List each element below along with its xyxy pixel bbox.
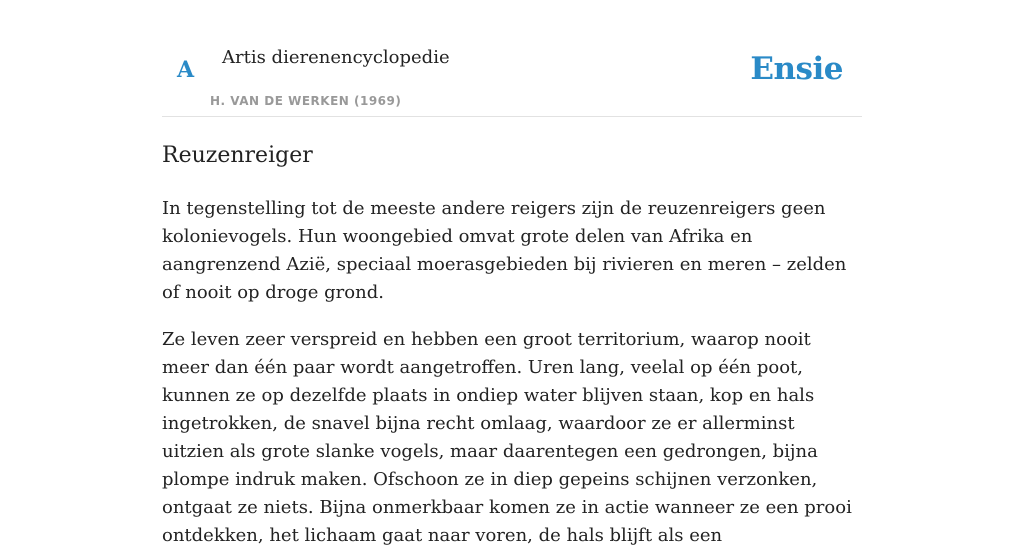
source-letter-icon: A [177, 57, 195, 83]
source-title-link[interactable]: Artis dierenencyclopedie [222, 47, 450, 68]
entry-paragraph-2: Ze leven zeer verspreid en hebben een groot territorium, waarop nooit meer dan één paar wordt aangetroffen. Uren lang, veelal op één poot, kunnen ze op dezelfde plaats in ondiep water blijven staan, kop en hals ingetrokken, de snavel bijna recht omlaag, waardoor ze er allerminst uitzien als grote slanke vogels, maar daarentegen een gedrongen, bijna plompe indruk maken. Ofschoon ze in diep gepeins schijnen verzonken, ontgaat ze niets. Bijna onmerkbaar komen ze in actie wanneer ze een prooi ontdekken, het lichaam gaat naar voren, de hals blijft als een [162, 329, 852, 546]
entry-title: Reuzenreiger [162, 143, 313, 168]
source-author: H. VAN DE WERKEN (1969) [210, 94, 402, 108]
entry-body [162, 195, 862, 550]
source-header [162, 0, 862, 117]
entry-paragraph-1: In tegenstelling tot de meeste andere reigers zijn de reuzenreigers geen kolonievogels. Hun woongebied omvat grote delen van Afrika en aangrenzend Azië, speciaal moerasgebieden bij rivieren en meren – zelden of nooit op droge grond. [162, 198, 847, 303]
article-page [162, 0, 862, 550]
brand-logo-link[interactable]: Ensie [750, 51, 843, 87]
